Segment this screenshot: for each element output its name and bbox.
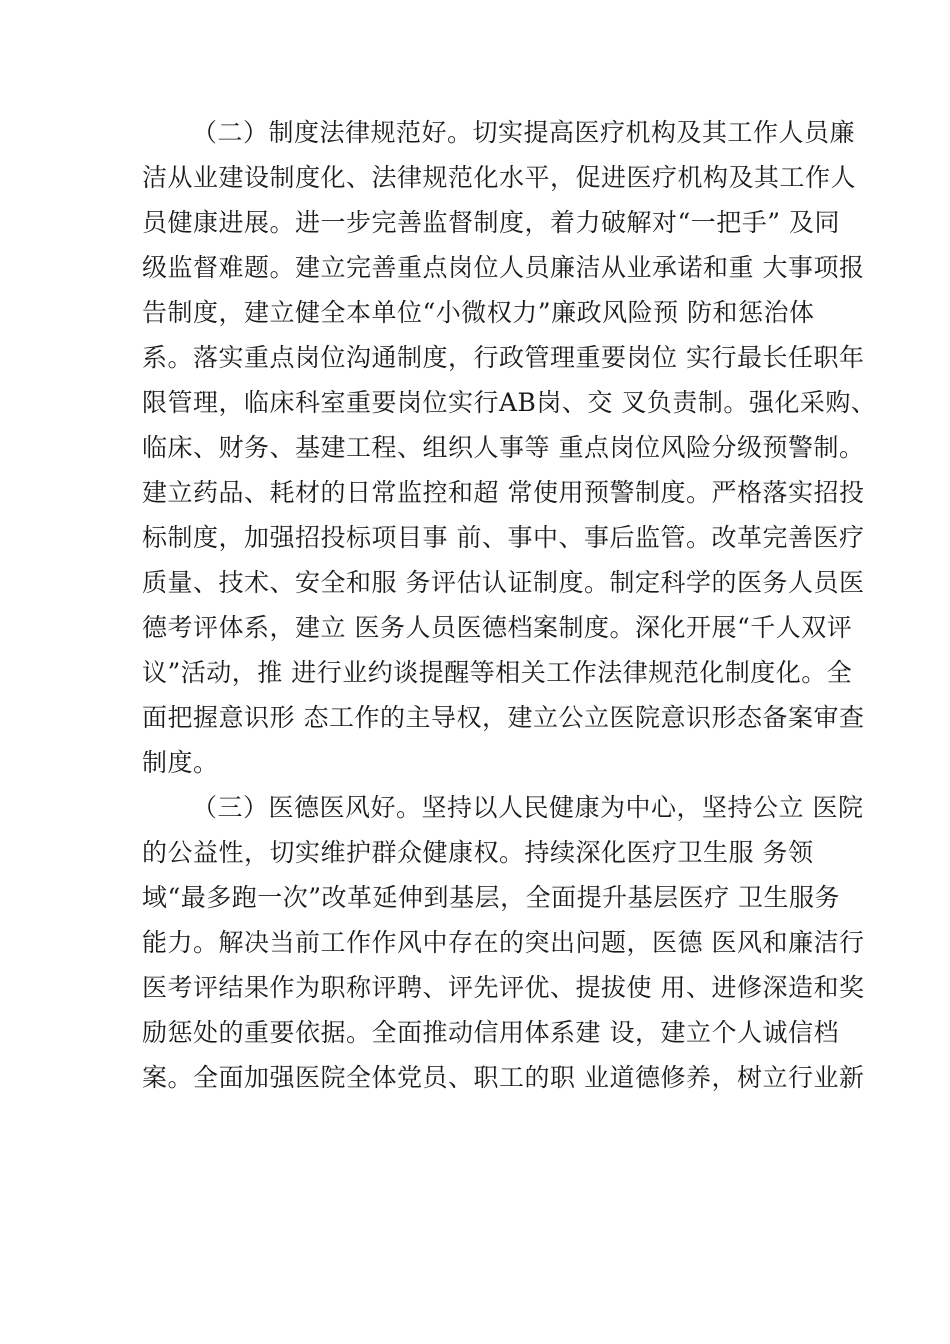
paragraph-2-line-4: 级监督难题。建立完善重点岗位人员廉洁从业承诺和重 大事项报 — [142, 253, 865, 282]
paragraph-3-line-2: 的公益性，切实维护群众健康权。持续深化医疗卫生服 务领 — [142, 838, 814, 867]
paragraph-3-line-7: 案。全面加强医院全体党员、职工的职 业道德修养，树立行业新 — [142, 1063, 865, 1092]
paragraph-3-line-3: 域“最多跑一次”改革延伸到基层，全面提升基层医疗 卫生服务 — [142, 883, 841, 912]
paragraph-3-line-6: 励惩处的重要依据。全面推动信用体系建 设，建立个人诚信档 — [142, 1018, 839, 1047]
paragraph-2-line-11: 质量、技术、安全和服 务评估认证制度。制定科学的医务人员医 — [142, 568, 865, 597]
paragraph-2-line-7: 限管理，临床科室重要岗位实行AB岗、交 叉负责制。强化采购、 — [142, 388, 877, 417]
paragraph-2-line-14: 面把握意识形 态工作的主导权，建立公立医院意识形态备案审查 — [142, 703, 865, 732]
paragraph-3-line-5: 医考评结果作为职称评聘、评先评优、提拔使 用、进修深造和奖 — [142, 973, 865, 1002]
paragraph-2-line-5: 告制度，建立健全本单位“小微权力”廉政风险预 防和惩治体 — [142, 298, 815, 327]
paragraph-2-line-6: 系。落实重点岗位沟通制度，行政管理重要岗位 实行最长任职年 — [142, 343, 865, 372]
paragraph-2-line-13: 议”活动，推 进行业约谈提醒等相关工作法律规范化制度化。全 — [142, 658, 853, 687]
paragraph-3-line-4: 能力。解决当前工作作风中存在的突出问题，医德 医风和廉洁行 — [142, 928, 865, 957]
paragraph-3-line-1: （三）医德医风好。坚持以人民健康为中心，坚持公立 医院 — [192, 793, 864, 822]
paragraph-2-line-15: 制度。 — [142, 748, 219, 777]
paragraph-2-line-9: 建立药品、耗材的日常监控和超 常使用预警制度。严格落实招投 — [142, 478, 865, 507]
paragraph-2-line-3: 员健康进展。进一步完善监督制度，着力破解对“一把手” 及同 — [142, 208, 841, 237]
paragraph-2-line-8: 临床、财务、基建工程、组织人事等 重点岗位风险分级预警制。 — [142, 433, 865, 462]
paragraph-2-line-2: 洁从业建设制度化、法律规范化水平，促进医疗机构及其工作人 — [142, 163, 857, 192]
paragraph-2-line-10: 标制度，加强招投标项目事 前、事中、事后监管。改革完善医疗 — [142, 523, 865, 552]
paragraph-2-line-12: 德考评体系，建立 医务人员医德档案制度。深化开展“千人双评 — [142, 613, 853, 642]
paragraph-2-line-1: （二）制度法律规范好。切实提高医疗机构及其工作人员廉 — [192, 118, 856, 147]
